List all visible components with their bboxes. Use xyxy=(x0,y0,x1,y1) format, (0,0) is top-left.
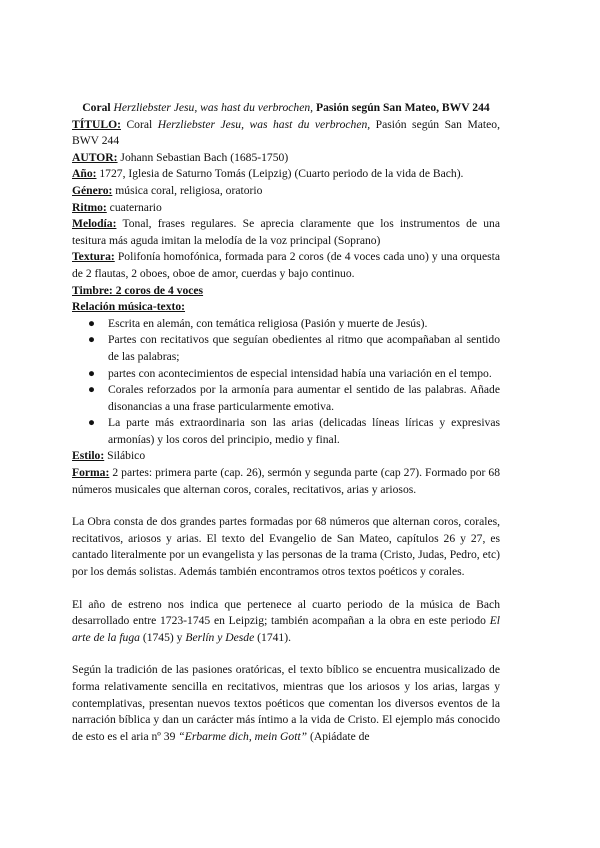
spacer xyxy=(72,581,500,597)
field-label: Año: xyxy=(72,167,97,181)
relacion-list xyxy=(72,316,500,449)
title-work: Herzliebster Jesu, was hast du verbrochen, xyxy=(113,101,314,114)
paragraph-estreno: El año de estreno nos indica que pertenece al cuarto periodo de la música de Bach desarrollado entre 1723-1745 en Leipzig; también acompañan a la obra en este periodo El arte de la fuga (1745) y Berlín y Desde (1741). xyxy=(72,597,500,644)
spacer xyxy=(72,646,500,662)
bullet-icon: ● xyxy=(88,316,96,330)
field-label: Timbre: 2 coros de 4 voces xyxy=(72,283,204,297)
field-label: TÍTULO: xyxy=(72,117,121,131)
work-title: Berlín y Desde xyxy=(185,630,255,644)
bullet-icon: ● xyxy=(88,366,96,380)
field-label: Textura: xyxy=(72,250,115,264)
field-relacion xyxy=(72,299,500,316)
field-label: Relación música-texto: xyxy=(72,300,186,314)
field-label: Género: xyxy=(72,183,113,197)
spacer xyxy=(72,498,500,514)
bullet-icon: ● xyxy=(88,383,96,397)
field-genero: Género: música coral, religiosa, oratorio xyxy=(72,183,263,197)
field-label: Forma: xyxy=(72,466,110,480)
field-label: Estilo: xyxy=(72,449,105,463)
bullet-icon: ● xyxy=(88,333,96,347)
list-item: ● Corales reforzados por la armonía para aumentar el sentido de las palabras. Añade disonancias a una frase particularmente emotiva. xyxy=(88,383,500,413)
list-item: ● partes con acontecimientos de especial intensidad había una variación en el tempo. xyxy=(108,366,500,383)
field-ritmo: Ritmo: cuaternario xyxy=(72,200,162,214)
field-label: Ritmo: xyxy=(72,200,107,214)
bullet-icon: ● xyxy=(88,416,96,430)
field-titulo: TÍTULO: Coral Herzliebster Jesu, was hast du verbrochen, Pasión según San Mateo, BWV 244 xyxy=(72,117,500,148)
document-title xyxy=(72,100,500,117)
paragraph-obra: La Obra consta de dos grandes partes formadas por 68 números que alternan coros, corales, recitativos, ariosos y arias. El texto del Evangelio de San Mateo, capítulos 26 y 27, es cantado literalmente por un evangelista y las personas de la trama (Cristo, Judas, Pedro, etc) por los demás solistas. Además también encontramos otros textos poéticos y corales. xyxy=(72,515,500,579)
field-timbre xyxy=(72,283,500,300)
list-item: ● La parte más extraordinaria son las arias (delicadas líneas líricas y expresivas armonías) y los coros del principio, medio y final. xyxy=(88,416,500,446)
list-item: ● Partes con recitativos que seguían obedientes al ritmo que acompañaban al sentido de las palabras; xyxy=(88,333,500,363)
field-textura: Textura: Polifonía homofónica, formada para 2 coros (de 4 voces cada uno) y una orquesta de 2 flautas, 2 oboes, oboe de amor, cuerdas y bajo continuo. xyxy=(72,250,500,280)
field-forma: Forma: 2 partes: primera parte (cap. 26), sermón y segunda parte (cap 27). Formado por 68 números musicales que alternan coros, corales, recitativos, arias y ariosos. xyxy=(72,466,500,496)
field-melodia: Melodía: Tonal, frases regulares. Se aprecia claramente que los instrumentos de una tesitura más aguda imitan la melodía de la voz principal (Soprano) xyxy=(72,217,500,247)
field-ano: Año: 1727, Iglesia de Saturno Tomás (Leipzig) (Cuarto periodo de la vida de Bach). xyxy=(72,167,464,181)
title-prefix: Coral xyxy=(82,101,111,114)
field-autor: AUTOR: Johann Sebastian Bach (1685-1750) xyxy=(72,150,289,164)
title-suffix: Pasión según San Mateo, BWV 244 xyxy=(315,101,490,114)
document-body xyxy=(72,100,500,745)
paragraph-tradicion: Según la tradición de las pasiones oratóricas, el texto bíblico se encuentra musicalizado de forma relativamente sencilla en recitativos, mientras que los ariosos y los arias, largas y contemplativas, presentan nuevos textos poéticos que comentan los diversos eventos de la narración bíblica y dan un carácter más íntimo a la vida de Cristo. El ejemplo más conocido de esto es el aria nº 39 “Erbarme dich, mein Gott” (Apiádate de xyxy=(72,663,500,743)
list-item: ● Escrita en alemán, con temática religiosa (Pasión y muerte de Jesús). xyxy=(108,316,500,333)
field-label: AUTOR: xyxy=(72,150,118,164)
aria-quote: “Erbarme dich, mein Gott” xyxy=(178,729,308,743)
work-title: El arte de la fuga xyxy=(72,614,500,644)
field-estilo: Estilo: Silábico xyxy=(72,449,146,463)
field-label: Melodía: xyxy=(72,217,117,231)
